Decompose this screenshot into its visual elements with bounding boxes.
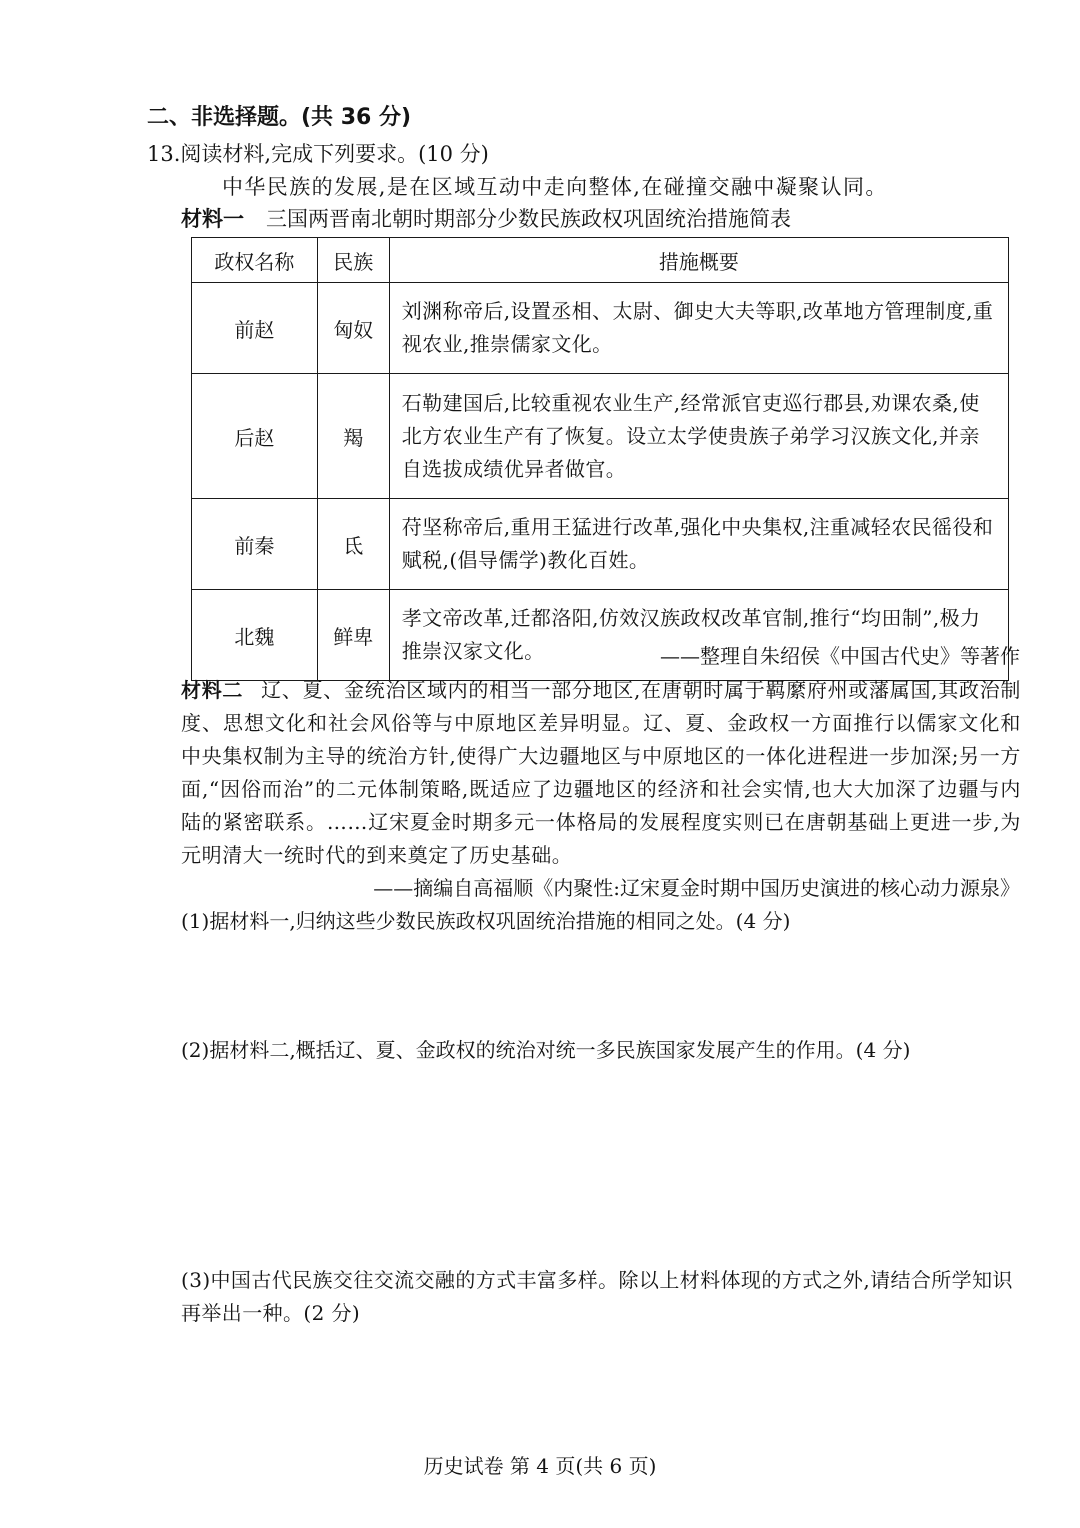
material1-source: ——整理自朱绍侯《中国古代史》等著作 (660, 644, 1020, 668)
regime-cell: 前赵 (192, 283, 318, 374)
measures-cell: 孝文帝改革,迁都洛阳,仿效汉族政权改革官制,推行“均田制”,极力推崇汉家文化。 (389, 590, 1008, 681)
measures-table (191, 237, 1009, 681)
regime-cell: 北魏 (192, 590, 318, 681)
table-row (192, 374, 1009, 499)
material1-title (181, 203, 791, 233)
material1-title-text: 三国两晋南北朝时期部分少数民族政权巩固统治措施简表 (266, 207, 791, 231)
header-measures: 措施概要 (389, 238, 1008, 283)
header-regime: 政权名称 (192, 238, 318, 283)
subquestion-2: (2)据材料二,概括辽、夏、金政权的统治对统一多民族国家发展产生的作用。(4 分) (181, 1038, 911, 1062)
table-row (192, 283, 1009, 374)
table-row (192, 499, 1009, 590)
page-footer: 历史试卷 第 4 页(共 6 页) (423, 1454, 657, 1478)
material2-source: ——摘编自高福顺《内聚性:辽宋夏金时期中国历史演进的核心动力源泉》 (373, 876, 1020, 900)
table-header-row (192, 238, 1009, 283)
ethnic-cell: 羯 (317, 374, 389, 499)
measures-cell: 苻坚称帝后,重用王猛进行改革,强化中央集权,注重减轻农民徭役和赋税,(倡导儒学)教化百姓。 (389, 499, 1008, 590)
material2-label: 材料二 (181, 678, 244, 702)
subquestion-3: (3)中国古代民族交往交流交融的方式丰富多样。除以上材料体现的方式之外,请结合所学知识再举出一种。(2 分) (181, 1268, 1013, 1325)
material1-label: 材料一 (181, 207, 244, 231)
ethnic-cell: 匈奴 (317, 283, 389, 374)
material2-text: 辽、夏、金统治区域内的相当一部分地区,在唐朝时属于羁縻府州或藩属国,其政治制度、思想文化和社会风俗等与中原地区差异明显。辽、夏、金政权一方面推行以儒家文化和中央集权制为主导的统治方针,使得广大边疆地区与中原地区的一体化进程进一步加深;另一方面,“因俗而治”的二元体制策略,既适应了边疆地区的经济和社会实情,也大大加深了边疆与内陆的紧密联系。……辽宋夏金时期多元一体格局的发展程度实则已在唐朝基础上更进一步,为元明清大一统时代的到来奠定了历史基础。 (181, 678, 1021, 867)
measures-cell: 石勒建国后,比较重视农业生产,经常派官吏巡行郡县,劝课农桑,使北方农业生产有了恢复。设立太学使贵族子弟学习汉族文化,并亲自选拔成绩优异者做官。 (389, 374, 1008, 499)
header-ethnic: 民族 (317, 238, 389, 283)
subquestion-1: (1)据材料一,归纳这些少数民族政权巩固统治措施的相同之处。(4 分) (181, 909, 791, 933)
section-heading: 二、非选择题。(共 36 分) (147, 105, 412, 130)
regime-cell: 前秦 (192, 499, 318, 590)
question-heading: 13.阅读材料,完成下列要求。(10 分) (147, 142, 489, 166)
measures-cell: 刘渊称帝后,设置丞相、太尉、御史大夫等职,改革地方管理制度,重视农业,推崇儒家文化。 (389, 283, 1008, 374)
question-intro: 中华民族的发展,是在区域互动中走向整体,在碰撞交融中凝聚认同。 (222, 175, 888, 199)
regime-cell: 后赵 (192, 374, 318, 499)
ethnic-cell: 氐 (317, 499, 389, 590)
ethnic-cell: 鲜卑 (317, 590, 389, 681)
material2-paragraph (181, 674, 1021, 872)
